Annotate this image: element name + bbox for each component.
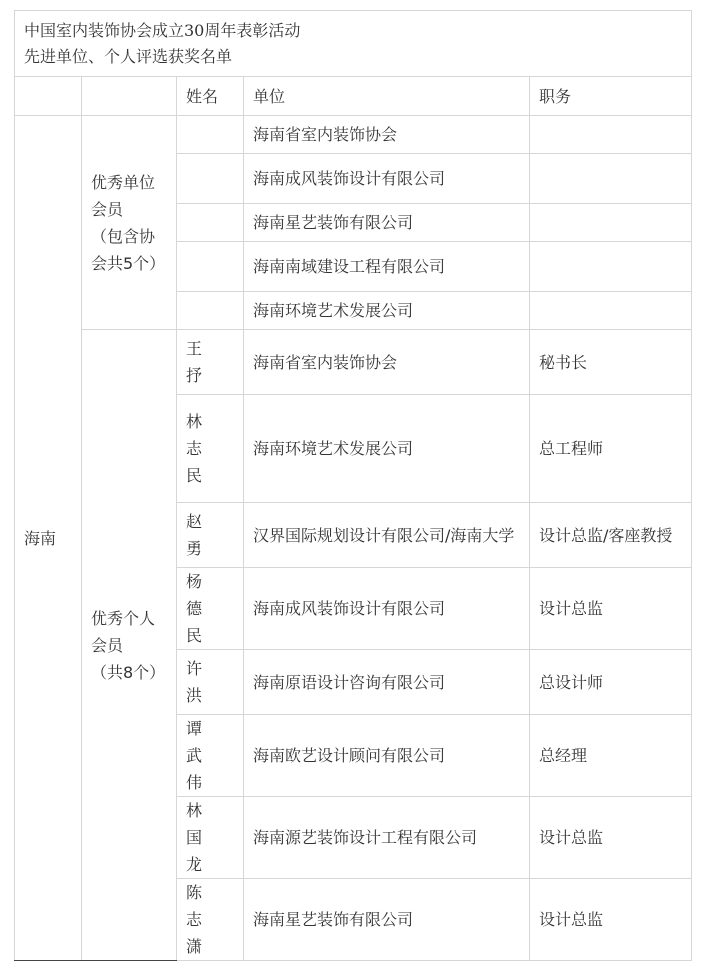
unit-cell: 海南原语设计咨询有限公司 — [244, 650, 530, 715]
header-empty-category — [82, 77, 177, 116]
unit-cell: 海南环境艺术发展公司 — [244, 395, 530, 503]
unit-cell: 海南星艺装饰有限公司 — [244, 204, 530, 242]
unit-cell: 海南省室内装饰协会 — [244, 116, 530, 154]
position-cell-empty — [530, 204, 692, 242]
person-category-line-2: （共8个） — [91, 662, 166, 682]
name-cell: 杨德民 — [177, 568, 244, 650]
position-cell: 总工程师 — [530, 395, 692, 503]
person-category-cell — [82, 330, 177, 961]
unit-cell: 海南环境艺术发展公司 — [244, 292, 530, 330]
name-cell-empty — [177, 242, 244, 292]
person-category-line-1: 优秀个人会员 — [91, 608, 156, 655]
unit-cell: 海南成风装饰设计有限公司 — [244, 154, 530, 204]
name-cell-empty — [177, 154, 244, 204]
unit-category-cell — [82, 116, 177, 330]
name-cell: 陈志潇 — [177, 879, 244, 961]
award-list-table — [14, 10, 692, 961]
position-cell-empty — [530, 292, 692, 330]
name-cell: 许洪 — [177, 650, 244, 715]
unit-cell: 海南省室内装饰协会 — [244, 330, 530, 395]
name-cell: 林志民 — [177, 395, 244, 503]
position-cell: 总设计师 — [530, 650, 692, 715]
table-row — [15, 116, 692, 154]
unit-cell: 海南成风装饰设计有限公司 — [244, 568, 530, 650]
region-cell: 海南 — [15, 116, 82, 961]
name-cell-empty — [177, 292, 244, 330]
header-row — [15, 77, 692, 116]
position-cell: 秘书长 — [530, 330, 692, 395]
unit-category-line-1: 优秀单位会员 — [91, 172, 156, 219]
position-cell-empty — [530, 242, 692, 292]
position-cell: 设计总监 — [530, 797, 692, 879]
header-empty-region — [15, 77, 82, 116]
position-cell: 设计总监 — [530, 568, 692, 650]
unit-cell: 汉界国际规划设计有限公司/海南大学 — [244, 503, 530, 568]
name-cell: 谭武伟 — [177, 715, 244, 797]
unit-category-line-2: （包含协会共5个） — [91, 226, 166, 273]
header-name: 姓名 — [177, 77, 244, 116]
title-line-2: 先进单位、个人评选获奖名单 — [24, 46, 233, 66]
position-cell-empty — [530, 116, 692, 154]
unit-cell: 海南欧艺设计顾问有限公司 — [244, 715, 530, 797]
position-cell: 设计总监 — [530, 879, 692, 961]
table-row — [15, 330, 692, 395]
name-cell: 林国龙 — [177, 797, 244, 879]
name-cell-empty — [177, 116, 244, 154]
unit-cell: 海南星艺装饰有限公司 — [244, 879, 530, 961]
position-cell-empty — [530, 154, 692, 204]
title-line-1: 中国室内装饰协会成立30周年表彰活动 — [24, 20, 301, 40]
header-position: 职务 — [530, 77, 692, 116]
name-cell-empty — [177, 204, 244, 242]
header-unit: 单位 — [244, 77, 530, 116]
title-row — [15, 11, 692, 77]
unit-cell: 海南源艺装饰设计工程有限公司 — [244, 797, 530, 879]
name-cell: 赵勇 — [177, 503, 244, 568]
unit-cell: 海南南域建设工程有限公司 — [244, 242, 530, 292]
position-cell: 总经理 — [530, 715, 692, 797]
name-cell: 王抒 — [177, 330, 244, 395]
position-cell: 设计总监/客座教授 — [530, 503, 692, 568]
table-title — [15, 11, 692, 77]
